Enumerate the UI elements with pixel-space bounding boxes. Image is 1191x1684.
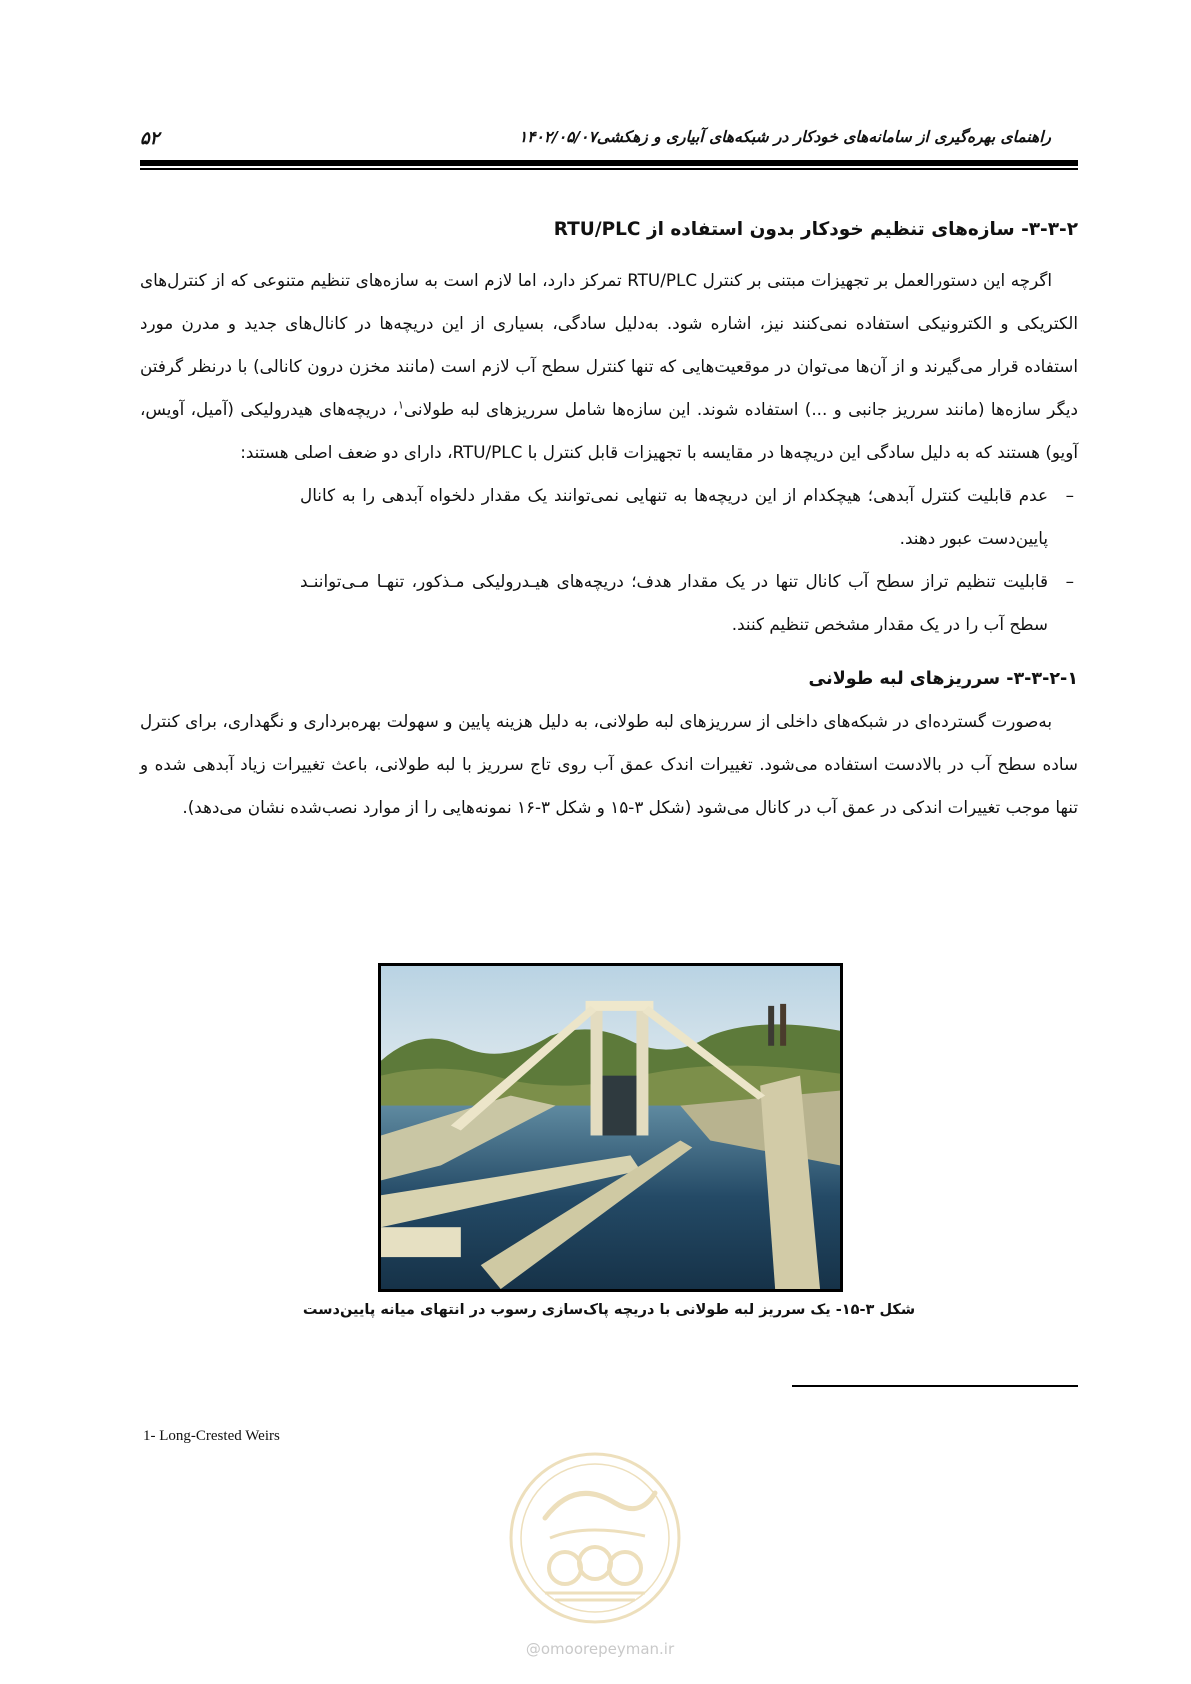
paragraph-text-cont: ، دریچه‌های هیدرولیکی (آمیل، آویس، آویو) هستند که به دلیل سادگی این دریچه‌ها در مقایسه با تجهیزات قابل کنترل با RTU/PLC، دارای دو ضعف اصلی هستند: bbox=[140, 399, 1078, 462]
running-header bbox=[485, 128, 1051, 146]
header-date: ۱۴۰۲/۰۵/۰۷ bbox=[518, 128, 597, 146]
list-item: – عدم قابلیت کنترل آبدهی؛ هیچکدام از این دریچه‌ها به تنهایی نمی‌توانند یک مقدار دلخواه آبدهی را به کانال پایین‌دست عبور دهند. bbox=[140, 474, 1078, 560]
main-content bbox=[140, 215, 1078, 829]
page-number: ۵۲ bbox=[140, 128, 160, 149]
footnote-ref[interactable]: ۱ bbox=[397, 398, 404, 412]
header-title: راهنمای بهره‌گیری از سامانه‌های خودکار در شبکه‌های آبیاری و زهکشی bbox=[596, 128, 1051, 146]
weakness-list bbox=[140, 474, 1078, 646]
subsection-heading: ۳-۳-۲-۱- سرریزهای لبه طولانی bbox=[808, 669, 1078, 689]
figure-caption: شکل ۳-۱۵- یک سرریز لبه طولانی با دریچه پاک‌سازی رسوب در انتهای میانه پایین‌دست bbox=[302, 1302, 916, 1318]
section-paragraph bbox=[140, 259, 1078, 474]
watermark-logo bbox=[505, 1448, 685, 1628]
footnote: 1- Long-Crested Weirs bbox=[143, 1428, 280, 1444]
header-rule bbox=[140, 160, 1078, 166]
paragraph-text: اگرچه این دستورالعمل بر تجهیزات مبتنی بر کنترل RTU/PLC تمرکز دارد، اما لازم است به سازه‌های تنظیم متنوعی که از کنترل‌های الکتریکی و الکترونیکی استفاده نمی‌کنند نیز، اشاره شود. به‌دلیل سادگی، بسیاری از این دریچه‌ها در کانال‌های جدید و مدرن مورد استفاده قرار می‌گیرند و از آن‌ها می‌توان در موقعیت‌هایی که تنها کنترل سطح آب لازم است (مانند مخزن درون کانالی) با درنظر گرفتن دیگر سازه‌ها (مانند سرریز جانبی و ...) استفاده شوند. این سازه‌ها شامل سرریزهای لبه طولانی bbox=[140, 270, 1078, 419]
subsection-paragraph: به‌صورت گسترده‌ای در شبکه‌های داخلی از سرریزهای لبه طولانی، به دلیل هزینه پایین و سهولت بهره‌برداری و نگهداری، برای کنترل ساده سطح آب در بالادست استفاده می‌شود. تغییرات اندک عمق آب روی تاج سرریز با لبه طولانی، باعث تغییرات زیاد آبدهی شده و تنها موجب تغییرات اندکی در عمق آب در کانال می‌شود (شکل ۳-۱۵ و شکل ۳-۱۶ نمونه‌هایی را از موارد نصب‌شده نشان می‌دهد). bbox=[140, 711, 1078, 817]
watermark-url: @omoorepeyman.ir bbox=[525, 1640, 675, 1658]
footnote-rule bbox=[792, 1385, 1078, 1387]
weir-photo bbox=[378, 963, 843, 1292]
list-item: – قابلیت تنظیم تراز سطح آب کانال تنها در یک مقدار هدف؛ دریچه‌های هیـدرولیکی مـذکور، تنهـا مـی‌تواننـد سطح آب را در یک مقدار مشخص تنظیم کنند. bbox=[140, 560, 1078, 646]
section-heading: ۳-۳-۲- سازه‌های تنظیم خودکار بدون استفاده از RTU/PLC bbox=[553, 219, 1078, 240]
